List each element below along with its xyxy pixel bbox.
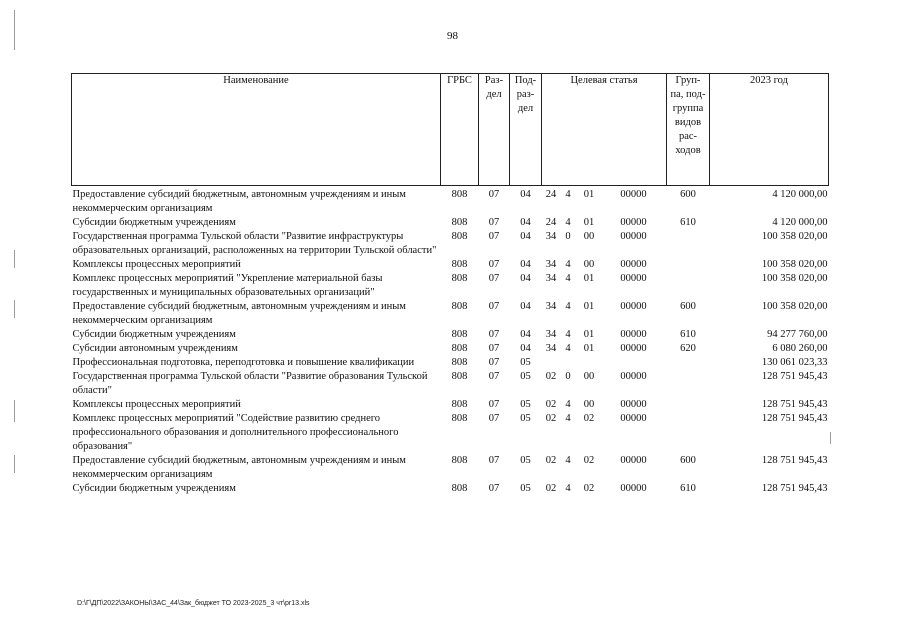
row-grbs: 808 [451, 189, 468, 200]
table-row [72, 272, 829, 300]
row-podrazdel: 05 [520, 483, 531, 494]
target-subprogram: 01 [583, 273, 595, 284]
table-row [72, 370, 829, 398]
target-program: 34 [545, 301, 557, 312]
target-program: 02 [545, 399, 557, 410]
table-row [72, 186, 829, 217]
target-program: 34 [545, 343, 557, 354]
row-expense-type: 600 [680, 301, 696, 312]
target-subprogram: 02 [583, 413, 595, 424]
target-subprogram: 00 [583, 231, 595, 242]
target-subprogram: 01 [583, 329, 595, 340]
row-name: Субсидии автономным учреждениям [72, 343, 238, 354]
row-razdel: 07 [488, 455, 500, 466]
target-direction: 00000 [620, 455, 647, 466]
target-type: 4 [565, 343, 571, 354]
row-podrazdel: 05 [520, 399, 531, 410]
header-name: Наименование [72, 74, 441, 186]
row-expense-type: 610 [680, 329, 696, 340]
table-row [72, 356, 829, 370]
target-program: 24 [545, 217, 557, 228]
row-expense-type: 620 [680, 343, 696, 354]
row-name: Субсидии бюджетным учреждениям [72, 329, 236, 340]
row-razdel: 07 [488, 483, 500, 494]
header-grbs: ГРБС [441, 74, 479, 186]
row-expense-type: 610 [680, 217, 696, 228]
row-podrazdel: 04 [520, 231, 531, 242]
row-target-article [542, 398, 667, 412]
row-target-article [542, 300, 667, 328]
row-expense-type [667, 356, 710, 370]
table-row [72, 412, 829, 454]
target-direction: 00000 [620, 371, 647, 382]
target-program: 02 [545, 371, 557, 382]
row-amount: 130 061 023,33 [761, 357, 828, 368]
target-program: 24 [545, 189, 557, 200]
table-row [72, 342, 829, 356]
target-subprogram: 02 [583, 455, 595, 466]
scan-mark [14, 250, 15, 268]
target-program: 34 [545, 259, 557, 270]
row-grbs: 808 [451, 357, 468, 368]
row-razdel: 07 [488, 259, 500, 270]
row-amount: 4 120 000,00 [772, 189, 828, 200]
target-subprogram: 02 [583, 483, 595, 494]
target-direction: 00000 [620, 413, 647, 424]
row-razdel: 07 [488, 217, 500, 228]
target-type: 4 [565, 455, 571, 466]
target-direction: 00000 [620, 483, 647, 494]
scan-mark [14, 10, 15, 50]
row-podrazdel: 04 [520, 273, 531, 284]
table-row [72, 398, 829, 412]
row-grbs: 808 [451, 455, 468, 466]
row-expense-type [667, 370, 710, 398]
row-amount: 100 358 020,00 [761, 301, 828, 312]
target-type: 4 [565, 217, 571, 228]
row-razdel: 07 [488, 343, 500, 354]
row-target-article [542, 370, 667, 398]
target-direction: 00000 [620, 273, 647, 284]
row-podrazdel: 04 [520, 329, 531, 340]
target-direction: 00000 [620, 217, 647, 228]
row-expense-type [667, 230, 710, 258]
row-name: Комплекс процессных мероприятий "Укрепление материальной базы государственных и муниципальных образовательных организаций" [72, 273, 383, 298]
row-name: Предоставление субсидий бюджетным, автономным учреждениям и иным некоммерческим организациям [72, 301, 406, 326]
table-row [72, 258, 829, 272]
row-expense-type: 600 [680, 455, 696, 466]
row-expense-type [667, 258, 710, 272]
scan-mark [830, 432, 831, 444]
page-number: 98 [447, 30, 458, 42]
row-amount: 94 277 760,00 [767, 329, 828, 340]
row-amount: 100 358 020,00 [761, 231, 828, 242]
row-name: Комплексы процессных мероприятий [72, 399, 241, 410]
row-razdel: 07 [488, 301, 500, 312]
row-target-article [542, 454, 667, 482]
row-razdel: 07 [488, 357, 500, 368]
row-podrazdel: 04 [520, 343, 531, 354]
row-target-article [542, 186, 667, 217]
table-row [72, 454, 829, 482]
row-target-article [542, 412, 667, 454]
row-name: Профессиональная подготовка, переподготовка и повышение квалификации [72, 357, 415, 368]
target-direction: 00000 [620, 189, 647, 200]
row-grbs: 808 [451, 371, 468, 382]
row-target-article [542, 342, 667, 356]
row-razdel: 07 [488, 329, 500, 340]
target-subprogram: 01 [583, 343, 595, 354]
row-grbs: 808 [451, 413, 468, 424]
table-row [72, 328, 829, 342]
target-type: 0 [565, 371, 571, 382]
row-podrazdel: 05 [520, 371, 531, 382]
header-podrazdel: Под- раз- дел [510, 74, 542, 186]
row-grbs: 808 [451, 259, 468, 270]
target-direction: 00000 [620, 329, 647, 340]
row-name: Комплекс процессных мероприятий "Содействие развитию среднего профессионального образования и дополнительного профессионального образования" [72, 413, 399, 452]
row-amount: 100 358 020,00 [761, 259, 828, 270]
row-name: Государственная программа Тульской области "Развитие инфраструктуры образовательных организаций, расположенных на территории Тульской области" [72, 231, 437, 256]
budget-table [71, 73, 829, 496]
row-grbs: 808 [451, 301, 468, 312]
row-grbs: 808 [451, 273, 468, 284]
target-subprogram: 00 [583, 371, 595, 382]
table-row [72, 230, 829, 258]
target-type: 4 [565, 399, 571, 410]
target-subprogram: 01 [583, 301, 595, 312]
table-row [72, 300, 829, 328]
row-grbs: 808 [451, 483, 468, 494]
row-name: Комплексы процессных мероприятий [72, 259, 241, 270]
target-direction: 00000 [620, 301, 647, 312]
target-program: 02 [545, 413, 557, 424]
row-expense-type [667, 272, 710, 300]
row-podrazdel: 04 [520, 301, 531, 312]
target-type: 4 [565, 483, 571, 494]
row-amount: 128 751 945,43 [761, 413, 828, 424]
row-razdel: 07 [488, 231, 500, 242]
row-amount: 128 751 945,43 [761, 455, 828, 466]
row-target-article [542, 272, 667, 300]
row-amount: 4 120 000,00 [772, 217, 828, 228]
target-program: 34 [545, 329, 557, 340]
scan-mark [14, 455, 15, 473]
row-podrazdel: 04 [520, 217, 531, 228]
row-razdel: 07 [488, 189, 500, 200]
row-name: Субсидии бюджетным учреждениям [72, 483, 236, 494]
row-expense-type [667, 398, 710, 412]
file-path-footer: D:\Г\ДП\2022\ЗАКОНЫ\ЗАС_44\Зак_бюджет ТО 2023-2025_3 чт\pr13.xls [77, 600, 310, 607]
target-subprogram: 00 [583, 399, 595, 410]
table-row [72, 216, 829, 230]
row-razdel: 07 [488, 399, 500, 410]
row-amount: 128 751 945,43 [761, 483, 828, 494]
row-podrazdel: 05 [520, 455, 531, 466]
row-expense-type [667, 412, 710, 454]
row-target-article [542, 482, 667, 496]
row-amount: 128 751 945,43 [761, 371, 828, 382]
target-direction: 00000 [620, 399, 647, 410]
target-type: 4 [565, 413, 571, 424]
target-type: 4 [565, 189, 571, 200]
target-type: 0 [565, 231, 571, 242]
row-target-article [542, 328, 667, 342]
row-razdel: 07 [488, 371, 500, 382]
header-target-article: Целевая статья [542, 74, 667, 186]
row-grbs: 808 [451, 217, 468, 228]
row-expense-type: 610 [680, 483, 696, 494]
target-program: 02 [545, 455, 557, 466]
row-grbs: 808 [451, 329, 468, 340]
row-podrazdel: 04 [520, 189, 531, 200]
row-expense-type: 600 [680, 189, 696, 200]
row-target-article [542, 356, 667, 370]
target-direction: 00000 [620, 259, 647, 270]
target-type: 4 [565, 259, 571, 270]
row-grbs: 808 [451, 399, 468, 410]
scan-mark [14, 300, 15, 318]
row-razdel: 07 [488, 413, 500, 424]
target-subprogram: 01 [583, 189, 595, 200]
target-direction: 00000 [620, 343, 647, 354]
row-podrazdel: 05 [520, 413, 531, 424]
row-amount: 100 358 020,00 [761, 273, 828, 284]
row-target-article [542, 258, 667, 272]
row-grbs: 808 [451, 343, 468, 354]
row-amount: 6 080 260,00 [772, 343, 828, 354]
target-subprogram: 00 [583, 259, 595, 270]
scan-mark [14, 400, 15, 422]
row-target-article [542, 216, 667, 230]
target-program: 34 [545, 273, 557, 284]
target-direction: 00000 [620, 231, 647, 242]
target-program: 34 [545, 231, 557, 242]
row-amount: 128 751 945,43 [761, 399, 828, 410]
table-body [72, 186, 829, 497]
table-row [72, 482, 829, 496]
target-type: 4 [565, 273, 571, 284]
target-type: 4 [565, 301, 571, 312]
row-name: Государственная программа Тульской области "Развитие образования Тульской области" [72, 371, 428, 396]
target-type: 4 [565, 329, 571, 340]
target-program: 02 [545, 483, 557, 494]
header-expense-type: Груп- па, под- группа видов рас- ходов [667, 74, 710, 186]
row-name: Предоставление субсидий бюджетным, автономным учреждениям и иным некоммерческим организациям [72, 189, 406, 214]
table-header [72, 74, 829, 186]
header-year: 2023 год [710, 74, 829, 186]
row-razdel: 07 [488, 273, 500, 284]
row-podrazdel: 05 [520, 357, 531, 368]
row-name: Субсидии бюджетным учреждениям [72, 217, 236, 228]
row-podrazdel: 04 [520, 259, 531, 270]
row-name: Предоставление субсидий бюджетным, автономным учреждениям и иным некоммерческим организациям [72, 455, 406, 480]
header-razdel: Раз- дел [479, 74, 510, 186]
row-grbs: 808 [451, 231, 468, 242]
row-target-article [542, 230, 667, 258]
target-subprogram: 01 [583, 217, 595, 228]
